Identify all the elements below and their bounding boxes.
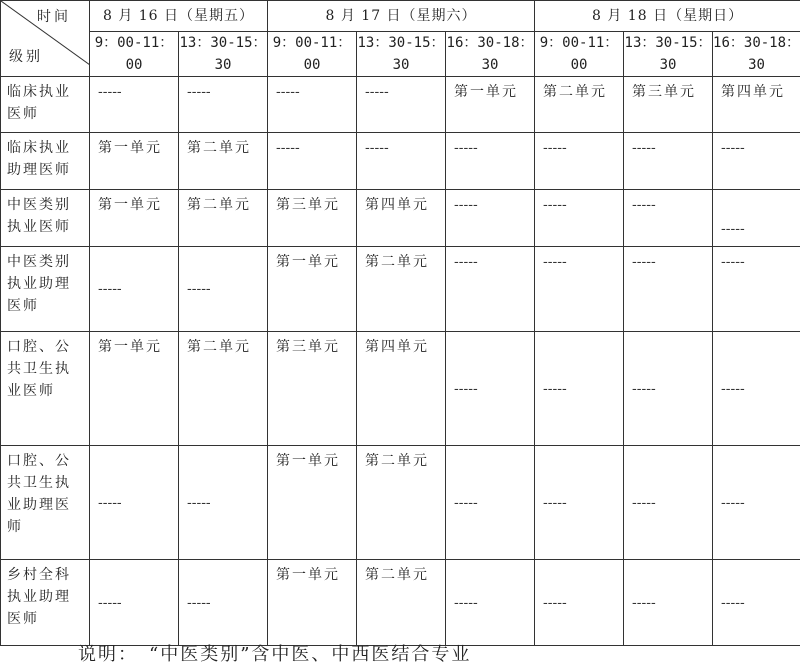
table-cell: 第一单元: [90, 332, 179, 446]
corner-header-cell: [1, 1, 90, 77]
table-cell: 第二单元: [179, 190, 268, 247]
table-cell: -----: [713, 133, 800, 190]
table-row: [1, 133, 800, 190]
table-row: [1, 332, 800, 446]
table-cell: 第二单元: [357, 560, 446, 646]
table-cell: -----: [713, 446, 800, 560]
table-row: [1, 190, 800, 247]
table-cell: 第一单元: [446, 77, 535, 133]
slot-header: 13：30-15：30: [357, 32, 446, 77]
table-cell: 第一单元: [90, 190, 179, 247]
table-cell: -----: [535, 332, 624, 446]
corner-level-label: 级别: [9, 49, 43, 65]
table-cell: -----: [90, 560, 179, 646]
table-cell: -----: [446, 560, 535, 646]
slot-header: 13：30-15：30: [624, 32, 713, 77]
table-cell: -----: [713, 247, 800, 332]
slot-header: 16：30-18：30: [713, 32, 800, 77]
footnote: 说明： “中医类别”含中医、中西医结合专业: [78, 644, 472, 665]
row-level-label: 口腔、公共卫生执业医师: [1, 332, 90, 446]
table-cell: -----: [446, 133, 535, 190]
table-cell: 第一单元: [268, 560, 357, 646]
corner-time-label: 时间: [37, 9, 71, 25]
table-cell: -----: [90, 446, 179, 560]
table-row: [1, 247, 800, 332]
table-cell: -----: [179, 446, 268, 560]
slot-header: 9：00-11：00: [90, 32, 179, 77]
table-row: [1, 77, 800, 133]
table-cell: 第二单元: [179, 332, 268, 446]
table-cell: -----: [713, 332, 800, 446]
date-header-aug17: 8 月 17 日（星期六）: [268, 1, 535, 32]
table-cell: 第二单元: [535, 77, 624, 133]
table-cell: -----: [357, 77, 446, 133]
table-cell: 第一单元: [90, 133, 179, 190]
slot-header: 9：00-11：00: [535, 32, 624, 77]
table-cell: 第三单元: [268, 190, 357, 247]
table-row: [1, 446, 800, 560]
table-cell: 第四单元: [357, 190, 446, 247]
table-cell: -----: [535, 446, 624, 560]
date-header-aug18: 8 月 18 日（星期日）: [535, 1, 800, 32]
table-cell: -----: [624, 133, 713, 190]
table-cell: 第二单元: [357, 247, 446, 332]
table-cell: -----: [624, 190, 713, 247]
table-cell: 第三单元: [268, 332, 357, 446]
table-cell: -----: [268, 77, 357, 133]
table-cell: -----: [446, 446, 535, 560]
table-cell: -----: [179, 77, 268, 133]
table-cell: -----: [624, 247, 713, 332]
slot-header: 13：30-15：30: [179, 32, 268, 77]
table-cell: -----: [713, 560, 800, 646]
table-cell: 第二单元: [357, 446, 446, 560]
table-cell: 第四单元: [357, 332, 446, 446]
table-cell: -----: [535, 247, 624, 332]
table-cell: -----: [713, 190, 800, 247]
slot-header: 9：00-11：00: [268, 32, 357, 77]
row-level-label: 临床执业助理医师: [1, 133, 90, 190]
row-level-label: 口腔、公共卫生执业助理医师: [1, 446, 90, 560]
table-cell: 第三单元: [624, 77, 713, 133]
table-cell: -----: [446, 247, 535, 332]
row-level-label: 乡村全科执业助理医师: [1, 560, 90, 646]
table-cell: 第四单元: [713, 77, 800, 133]
table-cell: -----: [179, 560, 268, 646]
table-cell: -----: [624, 332, 713, 446]
table-cell: -----: [624, 560, 713, 646]
table-cell: -----: [624, 446, 713, 560]
row-level-label: 中医类别执业医师: [1, 190, 90, 247]
slot-header: 16：30-18：30: [446, 32, 535, 77]
row-level-label: 临床执业医师: [1, 77, 90, 133]
table-cell: -----: [446, 332, 535, 446]
row-level-label: 中医类别执业助理医师: [1, 247, 90, 332]
table-row: [1, 560, 800, 646]
date-header-aug16: 8 月 16 日（星期五）: [90, 1, 268, 32]
table-cell: -----: [535, 190, 624, 247]
table-cell: -----: [90, 247, 179, 332]
table-cell: -----: [535, 560, 624, 646]
table-cell: 第二单元: [179, 133, 268, 190]
table-cell: 第一单元: [268, 247, 357, 332]
table-cell: -----: [90, 77, 179, 133]
table-cell: 第一单元: [268, 446, 357, 560]
table-cell: -----: [357, 133, 446, 190]
table-cell: -----: [535, 133, 624, 190]
table-cell: -----: [268, 133, 357, 190]
table-cell: -----: [446, 190, 535, 247]
table-cell: -----: [179, 247, 268, 332]
